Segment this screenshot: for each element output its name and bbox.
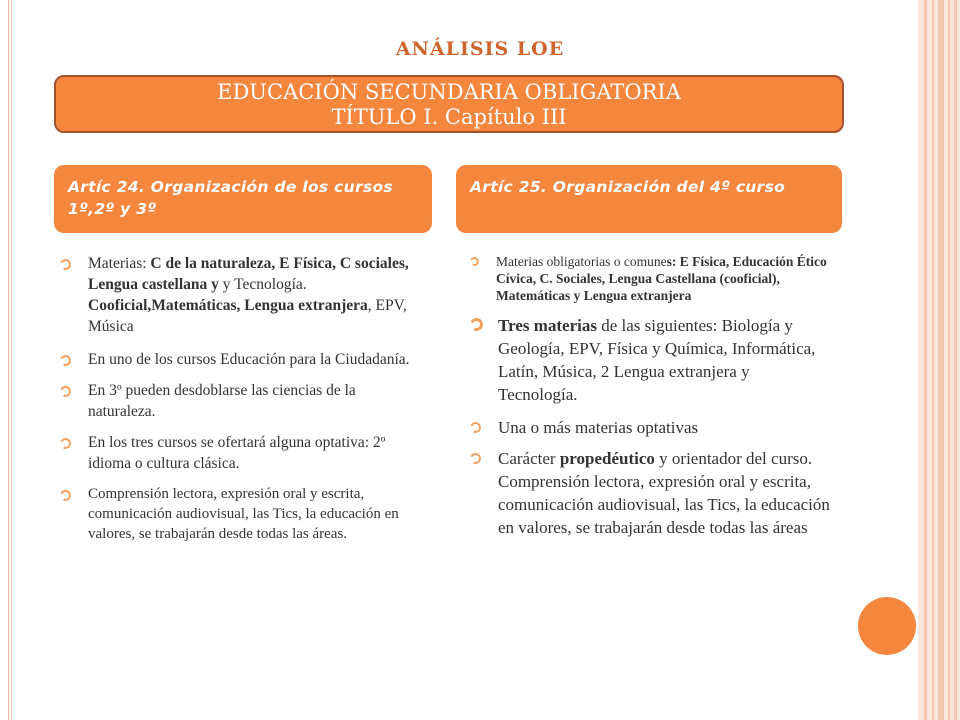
- list-item: En 3º pueden desdoblarse las ciencias de la naturaleza.: [60, 380, 426, 422]
- right-column-header: Artíc 25. Organización del 4º curso: [456, 165, 842, 233]
- banner-line-2: TÍTULO I. Capítulo III: [331, 105, 567, 129]
- left-frame-line: [8, 0, 9, 720]
- right-stripes: [918, 0, 960, 720]
- list-item: Una o más materias optativas: [470, 416, 830, 439]
- decorative-circle: [858, 597, 916, 655]
- left-column-header: Artíc 24. Organización de los cursos 1º,2º y 3º: [54, 165, 432, 233]
- list-item-tres-materias: Tres materias de las siguientes: Biología y Geología, EPV, Física y Química, Informática, Latín, Música, 2 Lengua extranjera y Tecnología.: [470, 314, 830, 406]
- bullet-icon: [468, 451, 482, 465]
- title-banner: [54, 75, 844, 133]
- list-item-materias: Materias: C de la naturaleza, E Física, C sociales, Lengua castellana y y Tecnología. Cooficial,Matemáticas, Lengua extranjera, EPV, Música: [60, 253, 426, 337]
- bullet-icon: [58, 384, 72, 398]
- bullet-icon: [469, 256, 481, 268]
- list-item: Comprensión lectora, expresión oral y escrita, comunicación audiovisual, las Tics, la educación en valores, se trabajarán desde todas las áreas.: [60, 484, 426, 544]
- banner-line-1: EDUCACIÓN SECUNDARIA OBLIGATORIA: [217, 80, 681, 104]
- bullet-icon: [468, 420, 482, 434]
- right-column: [470, 253, 830, 539]
- list-item: En uno de los cursos Educación para la Ciudadanía.: [60, 349, 426, 370]
- slide-title: ANÁLISIS LOE: [395, 38, 565, 60]
- list-item-caracter: Carácter propedéutico y orientador del curso. Comprensión lectora, expresión oral y escrita, comunicación audiovisual, las Tics, la educación en valores, se trabajarán desde todas las áreas: [470, 447, 830, 539]
- list-item: En los tres cursos se ofertará alguna optativa: 2º idioma o cultura clásica.: [60, 432, 426, 474]
- bullet-icon: [58, 488, 72, 502]
- left-frame-line-inner: [11, 0, 12, 720]
- list-item-obligatorias: Materias obligatorias o comunes: E Física, Educación Ético Cívica, C. Sociales, Lengua Castellana (cooficial), Matemáticas y Lengua extranjera: [470, 253, 830, 304]
- bullet-icon: [58, 353, 72, 367]
- bullet-icon: [58, 257, 72, 271]
- bullet-icon: [468, 316, 485, 333]
- bullet-icon: [58, 436, 72, 450]
- left-column: [60, 253, 426, 544]
